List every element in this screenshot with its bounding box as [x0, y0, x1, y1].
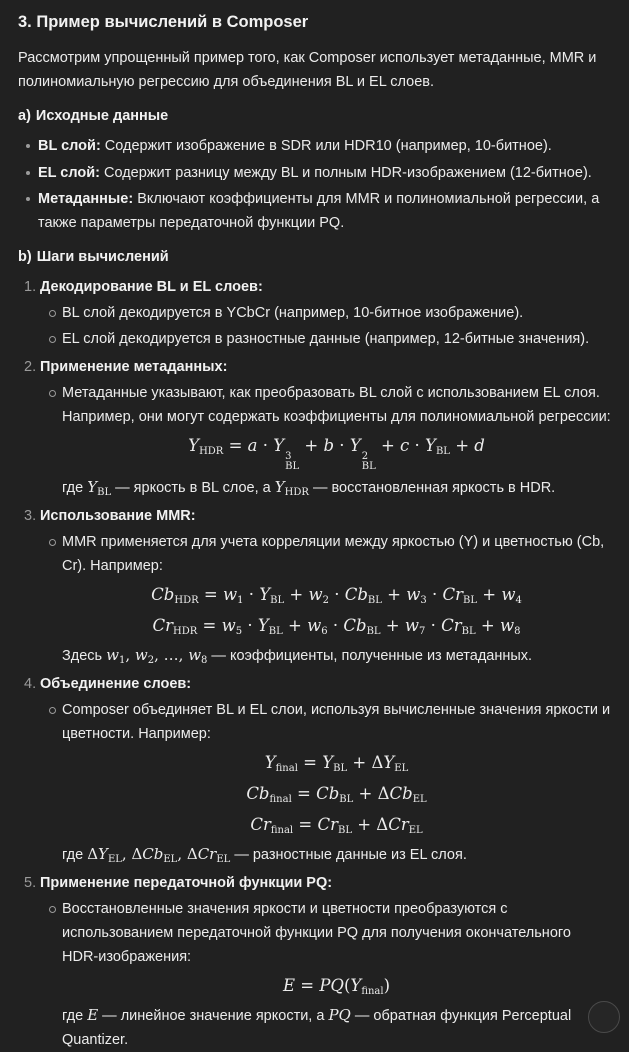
subheading-b-prefix: b) — [18, 249, 32, 265]
bullet-icon — [26, 197, 30, 201]
substep-list — [40, 897, 611, 1052]
steps-list — [18, 275, 611, 1052]
formula-note: где $Y_{BL}$ — яркость в BL слое, а $Y_{HDR}$ — восстановленная яркость в HDR. — [62, 478, 556, 498]
step-number: 5. — [24, 875, 37, 891]
substep-list — [40, 530, 611, 668]
list-item-text: Включают коэффициенты для MMR и полиномиальной регрессии, а также параметры передаточной функции PQ. — [38, 191, 600, 231]
substep-list — [40, 698, 611, 867]
substep-item — [40, 381, 611, 500]
section-heading: 3. Пример вычислений в Composer — [18, 13, 309, 31]
step-number: 2. — [24, 359, 37, 375]
step-label: Применение метаданных: — [40, 359, 228, 375]
substep-item — [40, 327, 611, 351]
circle-bullet-icon — [49, 539, 56, 546]
formula-block: $Cb_{final} = Cb_{BL} + \Delta Cb_{EL}$ — [246, 784, 427, 805]
substep-text: MMR применяется для учета корреляции между яркостью (Y) и цветностью (Cb, Cr). Например: — [62, 534, 605, 574]
substep-list — [40, 381, 611, 500]
step-item — [18, 504, 611, 668]
step-label: Применение передаточной функции PQ: — [40, 875, 333, 891]
intro-paragraph: Рассмотрим упрощенный пример того, как Composer использует метаданные, MMR и полиномиальную регрессию для объединения BL и EL слоев. — [18, 50, 597, 90]
step-item — [18, 672, 611, 867]
substep-item — [40, 897, 611, 1052]
substep-text: EL слой декодируется в разностные данные (например, 12-битные значения). — [62, 331, 590, 347]
formula-block: $Cb_{HDR} = w_1 \cdot Y_{BL} + w_2 \cdot Cb_{BL} + w_3 \cdot Cr_{BL} + w_4$ — [151, 585, 522, 606]
formula-block: $Y_{HDR} = a \cdot Y$ 3 BL + b · Y 2 BL + $c \cdot Y_{BL} + d$ — [188, 436, 485, 472]
formula-note: где E — линейное значение яркости, а PQ — обратная функция Perceptual Quantizer. — [62, 1006, 572, 1048]
list-item-term: Метаданные: — [38, 191, 134, 207]
circle-bullet-icon — [49, 707, 56, 714]
formula-block: $Y_{final} = Y_{BL} + \Delta Y_{EL}$ — [264, 753, 409, 774]
bullet-icon — [26, 144, 30, 148]
circle-bullet-icon — [49, 390, 56, 397]
substep-text: Восстановленные значения яркости и цветности преобразуются с использованием передаточной функции PQ для получения окончательного HDR-изображения: — [62, 901, 571, 965]
list-item-term: EL слой: — [38, 164, 100, 181]
bullet-icon — [26, 171, 30, 175]
circle-bullet-icon — [49, 906, 56, 913]
list-item — [18, 187, 611, 235]
substep-item — [40, 698, 611, 867]
subheading-a-label: Исходные данные — [35, 108, 169, 124]
subheading-a — [18, 104, 611, 128]
subheading-b — [18, 245, 611, 269]
step-number: 1. — [24, 279, 37, 295]
step-item — [18, 355, 611, 500]
step-number: 4. — [24, 676, 37, 692]
list-item — [18, 161, 611, 185]
circle-bullet-icon — [49, 310, 56, 317]
substep-text: BL слой декодируется в YCbCr (например, 10-битное изображение). — [62, 305, 524, 321]
subheading-b-label: Шаги вычислений — [36, 249, 169, 265]
formula-block: $E = PQ(Y_{final})$ — [282, 976, 391, 997]
formula-note: Здесь $w_1$, $w_2$, …, $w_8$ — коэффициенты, полученные из метаданных. — [62, 646, 533, 666]
step-item — [18, 275, 611, 351]
step-item — [18, 871, 611, 1052]
list-item — [18, 134, 611, 158]
formula-block: $Cr_{HDR} = w_5 \cdot Y_{BL} + w_6 \cdot Cb_{BL} + w_7 \cdot Cr_{BL} + w_8$ — [152, 616, 521, 637]
substep-item — [40, 301, 611, 325]
list-item-text: Содержит разницу между BL и полным HDR-изображением (12-битное). — [103, 164, 592, 181]
substep-item — [40, 530, 611, 668]
formula-note: где $\Delta Y_{EL}$, ΔCb$_{EL}$, ΔCr$_{EL}$ — разностные данные из EL слоя. — [62, 845, 467, 865]
step-number: 3. — [24, 508, 37, 524]
substep-list — [40, 301, 611, 351]
source-data-list — [18, 134, 611, 235]
list-item-term: BL слой: — [38, 138, 101, 154]
list-item-text: Содержит изображение в SDR или HDR10 (например, 10-битное). — [104, 138, 552, 154]
substep-text: Метаданные указывают, как преобразовать BL слой с использованием EL слоя. Например, они могут содержать коэффициенты для полиномиальной регрессии: — [62, 385, 611, 425]
step-label: Декодирование BL и EL слоев: — [40, 279, 263, 295]
substep-text: Composer объединяет BL и EL слои, используя вычисленные значения яркости и цветности. Например: — [62, 702, 611, 742]
step-label: Объединение слоев: — [40, 676, 192, 692]
formula-block: $Cr_{final} = Cr_{BL} + \Delta Cr_{EL}$ — [250, 815, 423, 836]
step-label: Использование MMR: — [40, 508, 196, 524]
scroll-to-bottom-button[interactable] — [588, 1001, 620, 1033]
circle-bullet-icon — [49, 336, 56, 343]
subheading-a-prefix: a) — [18, 108, 31, 124]
